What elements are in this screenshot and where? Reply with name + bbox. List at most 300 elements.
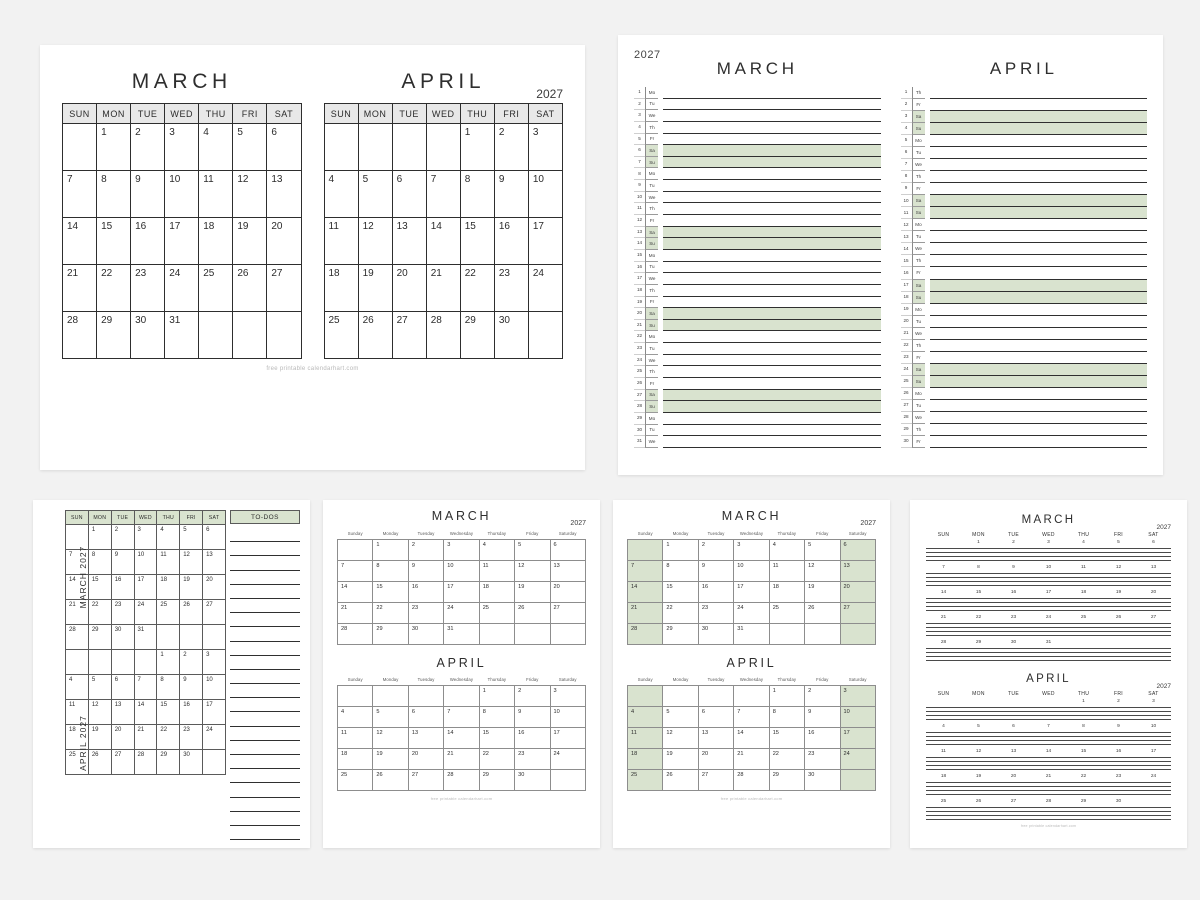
day-cell[interactable] <box>528 312 562 359</box>
day-cell[interactable] <box>805 728 840 749</box>
day-row[interactable] <box>901 195 1148 207</box>
day-number[interactable]: 17 <box>1150 749 1157 754</box>
day-number[interactable]: 12 <box>975 749 982 754</box>
day-number[interactable]: 15 <box>1080 749 1087 754</box>
day-cell[interactable] <box>460 312 494 359</box>
day-number[interactable]: 25 <box>1080 615 1087 620</box>
day-cell[interactable] <box>338 707 373 728</box>
day-cell[interactable] <box>479 770 514 791</box>
day-cell[interactable] <box>66 650 89 675</box>
todo-line[interactable] <box>230 741 300 755</box>
write-in-line[interactable] <box>926 657 1171 661</box>
day-cell[interactable] <box>628 581 663 602</box>
day-row[interactable] <box>634 366 881 378</box>
write-in-line[interactable] <box>926 582 1171 586</box>
day-row[interactable] <box>901 99 1148 111</box>
write-in-line[interactable] <box>926 791 1171 795</box>
day-cell[interactable] <box>408 728 443 749</box>
todo-line[interactable] <box>230 670 300 684</box>
day-row[interactable] <box>634 413 881 425</box>
day-row[interactable] <box>634 308 881 320</box>
day-cell[interactable] <box>134 700 157 725</box>
day-cell[interactable] <box>663 560 698 581</box>
write-in-line[interactable] <box>930 292 1148 304</box>
day-cell[interactable] <box>97 218 131 265</box>
write-in-line[interactable] <box>663 157 881 169</box>
day-cell[interactable] <box>515 602 550 623</box>
day-row[interactable] <box>901 364 1148 376</box>
write-in-line[interactable] <box>930 111 1148 123</box>
day-cell[interactable] <box>324 265 358 312</box>
day-number[interactable]: 20 <box>1150 590 1157 595</box>
day-cell[interactable] <box>734 707 769 728</box>
day-cell[interactable] <box>840 602 875 623</box>
day-row[interactable] <box>901 171 1148 183</box>
day-row[interactable] <box>634 285 881 297</box>
day-cell[interactable] <box>157 625 180 650</box>
write-in-line[interactable] <box>663 192 881 204</box>
write-in-lines[interactable] <box>926 570 1171 586</box>
day-cell[interactable] <box>338 686 373 707</box>
day-number[interactable]: 1 <box>977 540 980 545</box>
day-row[interactable] <box>901 304 1148 316</box>
day-cell[interactable] <box>267 312 301 359</box>
write-in-line[interactable] <box>663 390 881 402</box>
todo-line[interactable] <box>230 627 300 641</box>
write-in-line[interactable] <box>930 424 1148 436</box>
day-cell[interactable] <box>734 581 769 602</box>
day-cell[interactable] <box>165 265 199 312</box>
day-cell[interactable] <box>88 700 111 725</box>
day-cell[interactable] <box>550 707 585 728</box>
day-cell[interactable] <box>63 218 97 265</box>
day-number[interactable]: 30 <box>1010 640 1017 645</box>
write-in-line[interactable] <box>663 308 881 320</box>
day-cell[interactable] <box>111 750 134 775</box>
write-in-line[interactable] <box>663 378 881 390</box>
day-row[interactable] <box>634 262 881 274</box>
day-number[interactable]: 5 <box>1117 540 1120 545</box>
day-cell[interactable] <box>338 749 373 770</box>
day-cell[interactable] <box>111 575 134 600</box>
day-cell[interactable] <box>203 600 226 625</box>
calendar-sheet-lined-month[interactable] <box>910 500 1187 848</box>
day-cell[interactable] <box>628 539 663 560</box>
write-in-line[interactable] <box>663 273 881 285</box>
todo-line[interactable] <box>230 642 300 656</box>
day-cell[interactable] <box>840 707 875 728</box>
day-cell[interactable] <box>203 700 226 725</box>
write-in-line[interactable] <box>930 171 1148 183</box>
day-number[interactable] <box>926 540 961 545</box>
write-in-line[interactable] <box>930 267 1148 279</box>
write-in-line[interactable] <box>663 355 881 367</box>
day-cell[interactable] <box>134 725 157 750</box>
day-cell[interactable] <box>663 539 698 560</box>
day-cell[interactable] <box>233 171 267 218</box>
day-row[interactable] <box>634 355 881 367</box>
day-cell[interactable] <box>157 675 180 700</box>
day-cell[interactable] <box>444 560 479 581</box>
day-row[interactable] <box>901 123 1148 135</box>
day-row[interactable] <box>634 122 881 134</box>
day-number[interactable]: 20 <box>1010 774 1017 779</box>
write-in-line[interactable] <box>663 413 881 425</box>
write-in-line[interactable] <box>663 436 881 448</box>
day-row[interactable] <box>634 390 881 402</box>
day-number[interactable]: 30 <box>1115 799 1122 804</box>
day-cell[interactable] <box>157 700 180 725</box>
day-cell[interactable] <box>628 623 663 644</box>
day-cell[interactable] <box>628 602 663 623</box>
write-in-line[interactable] <box>930 99 1148 111</box>
day-cell[interactable] <box>479 560 514 581</box>
day-cell[interactable] <box>698 560 733 581</box>
day-cell[interactable] <box>805 560 840 581</box>
day-cell[interactable] <box>131 218 165 265</box>
day-number[interactable]: 26 <box>1115 615 1122 620</box>
write-in-line[interactable] <box>930 400 1148 412</box>
day-row[interactable] <box>901 87 1148 99</box>
day-row[interactable] <box>901 412 1148 424</box>
day-cell[interactable] <box>392 171 426 218</box>
day-cell[interactable] <box>769 560 804 581</box>
day-row[interactable] <box>634 436 881 448</box>
write-in-line[interactable] <box>663 145 881 157</box>
day-cell[interactable] <box>840 623 875 644</box>
day-cell[interactable] <box>515 539 550 560</box>
day-number[interactable]: 24 <box>1150 774 1157 779</box>
todo-line[interactable] <box>230 571 300 585</box>
day-row[interactable] <box>901 340 1148 352</box>
day-cell[interactable] <box>203 625 226 650</box>
day-cell[interactable] <box>358 218 392 265</box>
day-row[interactable] <box>634 227 881 239</box>
day-row[interactable] <box>901 436 1148 448</box>
day-cell[interactable] <box>373 728 408 749</box>
day-cell[interactable] <box>444 581 479 602</box>
write-in-line[interactable] <box>926 557 1171 561</box>
day-number[interactable]: 2 <box>1012 540 1015 545</box>
day-cell[interactable] <box>444 623 479 644</box>
day-cell[interactable] <box>840 749 875 770</box>
day-cell[interactable] <box>63 312 97 359</box>
day-cell[interactable] <box>165 312 199 359</box>
write-in-line[interactable] <box>926 766 1171 770</box>
day-number[interactable]: 11 <box>1081 565 1086 570</box>
day-cell[interactable] <box>479 581 514 602</box>
write-in-line[interactable] <box>926 816 1171 820</box>
day-cell[interactable] <box>840 560 875 581</box>
day-number[interactable] <box>996 699 1031 704</box>
day-cell[interactable] <box>134 550 157 575</box>
write-in-line[interactable] <box>930 219 1148 231</box>
day-number[interactable]: 19 <box>1115 590 1122 595</box>
day-cell[interactable] <box>805 581 840 602</box>
day-cell[interactable] <box>408 686 443 707</box>
day-number[interactable]: 13 <box>1010 749 1017 754</box>
day-cell[interactable] <box>734 560 769 581</box>
day-cell[interactable] <box>698 728 733 749</box>
day-cell[interactable] <box>698 707 733 728</box>
day-cell[interactable] <box>97 312 131 359</box>
day-cell[interactable] <box>734 728 769 749</box>
day-cell[interactable] <box>550 602 585 623</box>
day-cell[interactable] <box>408 539 443 560</box>
day-number[interactable]: 18 <box>1080 590 1087 595</box>
day-cell[interactable] <box>426 124 460 171</box>
day-number[interactable]: 3 <box>1152 699 1155 704</box>
write-in-line[interactable] <box>926 632 1171 636</box>
day-row[interactable] <box>901 400 1148 412</box>
day-row[interactable] <box>634 238 881 250</box>
day-cell[interactable] <box>338 560 373 581</box>
day-number[interactable]: 8 <box>1082 724 1085 729</box>
day-row[interactable] <box>901 292 1148 304</box>
day-cell[interactable] <box>180 625 203 650</box>
day-cell[interactable] <box>515 581 550 602</box>
day-row[interactable] <box>901 424 1148 436</box>
day-number[interactable]: 4 <box>942 724 945 729</box>
day-cell[interactable] <box>663 686 698 707</box>
day-cell[interactable] <box>134 675 157 700</box>
day-cell[interactable] <box>180 700 203 725</box>
day-cell[interactable] <box>444 707 479 728</box>
day-cell[interactable] <box>769 728 804 749</box>
day-cell[interactable] <box>324 124 358 171</box>
day-cell[interactable] <box>134 575 157 600</box>
day-cell[interactable] <box>550 728 585 749</box>
day-cell[interactable] <box>373 770 408 791</box>
day-cell[interactable] <box>134 750 157 775</box>
day-cell[interactable] <box>88 675 111 700</box>
day-cell[interactable] <box>840 728 875 749</box>
write-in-line[interactable] <box>663 320 881 332</box>
todo-line[interactable] <box>230 613 300 627</box>
day-cell[interactable] <box>460 265 494 312</box>
day-cell[interactable] <box>88 600 111 625</box>
day-cell[interactable] <box>338 623 373 644</box>
day-cell[interactable] <box>392 312 426 359</box>
todo-line[interactable] <box>230 798 300 812</box>
write-in-line[interactable] <box>663 110 881 122</box>
day-number[interactable]: 29 <box>975 640 982 645</box>
day-cell[interactable] <box>805 749 840 770</box>
day-row[interactable] <box>634 250 881 262</box>
day-cell[interactable] <box>358 265 392 312</box>
day-cell[interactable] <box>134 625 157 650</box>
day-cell[interactable] <box>134 525 157 550</box>
day-cell[interactable] <box>515 623 550 644</box>
day-cell[interactable] <box>698 749 733 770</box>
day-cell[interactable] <box>180 525 203 550</box>
day-cell[interactable] <box>698 539 733 560</box>
day-number[interactable]: 31 <box>1045 640 1052 645</box>
day-number[interactable]: 16 <box>1115 749 1122 754</box>
day-row[interactable] <box>634 401 881 413</box>
day-cell[interactable] <box>233 312 267 359</box>
day-cell[interactable] <box>769 602 804 623</box>
day-cell[interactable] <box>734 749 769 770</box>
day-cell[interactable] <box>840 581 875 602</box>
day-row[interactable] <box>901 231 1148 243</box>
day-number[interactable] <box>926 699 961 704</box>
todo-line[interactable] <box>230 556 300 570</box>
day-cell[interactable] <box>203 550 226 575</box>
day-cell[interactable] <box>111 675 134 700</box>
day-row[interactable] <box>901 135 1148 147</box>
write-in-line[interactable] <box>930 304 1148 316</box>
write-in-line[interactable] <box>663 87 881 99</box>
write-in-line[interactable] <box>663 250 881 262</box>
day-number[interactable]: 12 <box>1115 565 1122 570</box>
day-cell[interactable] <box>444 770 479 791</box>
todo-line[interactable] <box>230 769 300 783</box>
day-number[interactable]: 26 <box>975 799 982 804</box>
write-in-line[interactable] <box>930 316 1148 328</box>
write-in-line[interactable] <box>930 436 1148 448</box>
day-cell[interactable] <box>157 550 180 575</box>
day-cell[interactable] <box>769 770 804 791</box>
day-cell[interactable] <box>88 550 111 575</box>
day-row[interactable] <box>634 343 881 355</box>
day-cell[interactable] <box>444 728 479 749</box>
day-cell[interactable] <box>550 539 585 560</box>
todo-line[interactable] <box>230 599 300 613</box>
write-in-line[interactable] <box>930 183 1148 195</box>
write-in-line[interactable] <box>663 238 881 250</box>
day-cell[interactable] <box>528 218 562 265</box>
calendar-sheet-two-month-classic[interactable] <box>40 45 585 470</box>
day-cell[interactable] <box>392 218 426 265</box>
day-cell[interactable] <box>338 770 373 791</box>
day-cell[interactable] <box>663 728 698 749</box>
day-cell[interactable] <box>111 650 134 675</box>
day-cell[interactable] <box>88 525 111 550</box>
day-cell[interactable] <box>267 265 301 312</box>
day-row[interactable] <box>901 376 1148 388</box>
day-cell[interactable] <box>373 539 408 560</box>
day-number[interactable]: 16 <box>1010 590 1017 595</box>
write-in-line[interactable] <box>930 255 1148 267</box>
day-row[interactable] <box>634 273 881 285</box>
day-number[interactable]: 23 <box>1010 615 1017 620</box>
day-cell[interactable] <box>203 525 226 550</box>
day-cell[interactable] <box>157 600 180 625</box>
day-cell[interactable] <box>628 728 663 749</box>
day-cell[interactable] <box>88 625 111 650</box>
day-cell[interactable] <box>479 749 514 770</box>
day-cell[interactable] <box>515 560 550 581</box>
day-number[interactable] <box>1101 640 1136 645</box>
day-cell[interactable] <box>131 124 165 171</box>
day-cell[interactable] <box>426 265 460 312</box>
write-in-line[interactable] <box>926 741 1171 745</box>
day-cell[interactable] <box>233 218 267 265</box>
day-cell[interactable] <box>408 602 443 623</box>
day-cell[interactable] <box>324 171 358 218</box>
day-row[interactable] <box>901 207 1148 219</box>
write-in-lines[interactable] <box>926 595 1171 611</box>
day-cell[interactable] <box>479 539 514 560</box>
day-cell[interactable] <box>338 539 373 560</box>
day-cell[interactable] <box>165 171 199 218</box>
day-cell[interactable] <box>131 312 165 359</box>
day-cell[interactable] <box>180 550 203 575</box>
day-row[interactable] <box>634 99 881 111</box>
write-in-line[interactable] <box>930 87 1148 99</box>
day-cell[interactable] <box>180 600 203 625</box>
day-cell[interactable] <box>373 686 408 707</box>
day-cell[interactable] <box>734 770 769 791</box>
day-row[interactable] <box>634 157 881 169</box>
day-cell[interactable] <box>111 550 134 575</box>
day-cell[interactable] <box>769 623 804 644</box>
day-cell[interactable] <box>628 707 663 728</box>
day-number[interactable]: 4 <box>1082 540 1085 545</box>
day-number[interactable]: 7 <box>1047 724 1050 729</box>
day-cell[interactable] <box>408 623 443 644</box>
day-number[interactable]: 9 <box>1117 724 1120 729</box>
day-row[interactable] <box>901 243 1148 255</box>
day-cell[interactable] <box>769 539 804 560</box>
day-cell[interactable] <box>392 265 426 312</box>
day-cell[interactable] <box>663 749 698 770</box>
day-cell[interactable] <box>515 686 550 707</box>
write-in-line[interactable] <box>663 401 881 413</box>
day-cell[interactable] <box>97 171 131 218</box>
write-in-line[interactable] <box>930 123 1148 135</box>
day-cell[interactable] <box>338 581 373 602</box>
day-cell[interactable] <box>698 686 733 707</box>
day-cell[interactable] <box>528 265 562 312</box>
day-number[interactable]: 13 <box>1150 565 1157 570</box>
day-number[interactable]: 23 <box>1115 774 1122 779</box>
write-in-line[interactable] <box>930 340 1148 352</box>
day-cell[interactable] <box>180 650 203 675</box>
day-row[interactable] <box>634 215 881 227</box>
day-row[interactable] <box>901 267 1148 279</box>
day-cell[interactable] <box>157 525 180 550</box>
day-cell[interactable] <box>479 623 514 644</box>
day-cell[interactable] <box>444 749 479 770</box>
day-number[interactable]: 18 <box>940 774 947 779</box>
day-number[interactable]: 7 <box>942 565 945 570</box>
write-in-line[interactable] <box>930 352 1148 364</box>
day-cell[interactable] <box>698 602 733 623</box>
calendar-sheet-stacked-plain[interactable] <box>323 500 600 848</box>
day-number[interactable]: 14 <box>1045 749 1052 754</box>
write-in-lines[interactable] <box>926 804 1171 820</box>
todo-line[interactable] <box>230 585 300 599</box>
day-cell[interactable] <box>88 725 111 750</box>
day-cell[interactable] <box>805 539 840 560</box>
todos-lines[interactable] <box>230 524 300 840</box>
write-in-lines[interactable] <box>926 545 1171 561</box>
day-cell[interactable] <box>157 575 180 600</box>
day-cell[interactable] <box>515 707 550 728</box>
day-number[interactable]: 27 <box>1010 799 1017 804</box>
day-cell[interactable] <box>97 124 131 171</box>
day-row[interactable] <box>901 111 1148 123</box>
day-cell[interactable] <box>515 749 550 770</box>
day-number[interactable]: 14 <box>940 590 947 595</box>
day-cell[interactable] <box>494 312 528 359</box>
day-cell[interactable] <box>199 265 233 312</box>
todo-line[interactable] <box>230 656 300 670</box>
day-cell[interactable] <box>805 686 840 707</box>
day-number[interactable]: 21 <box>940 615 947 620</box>
